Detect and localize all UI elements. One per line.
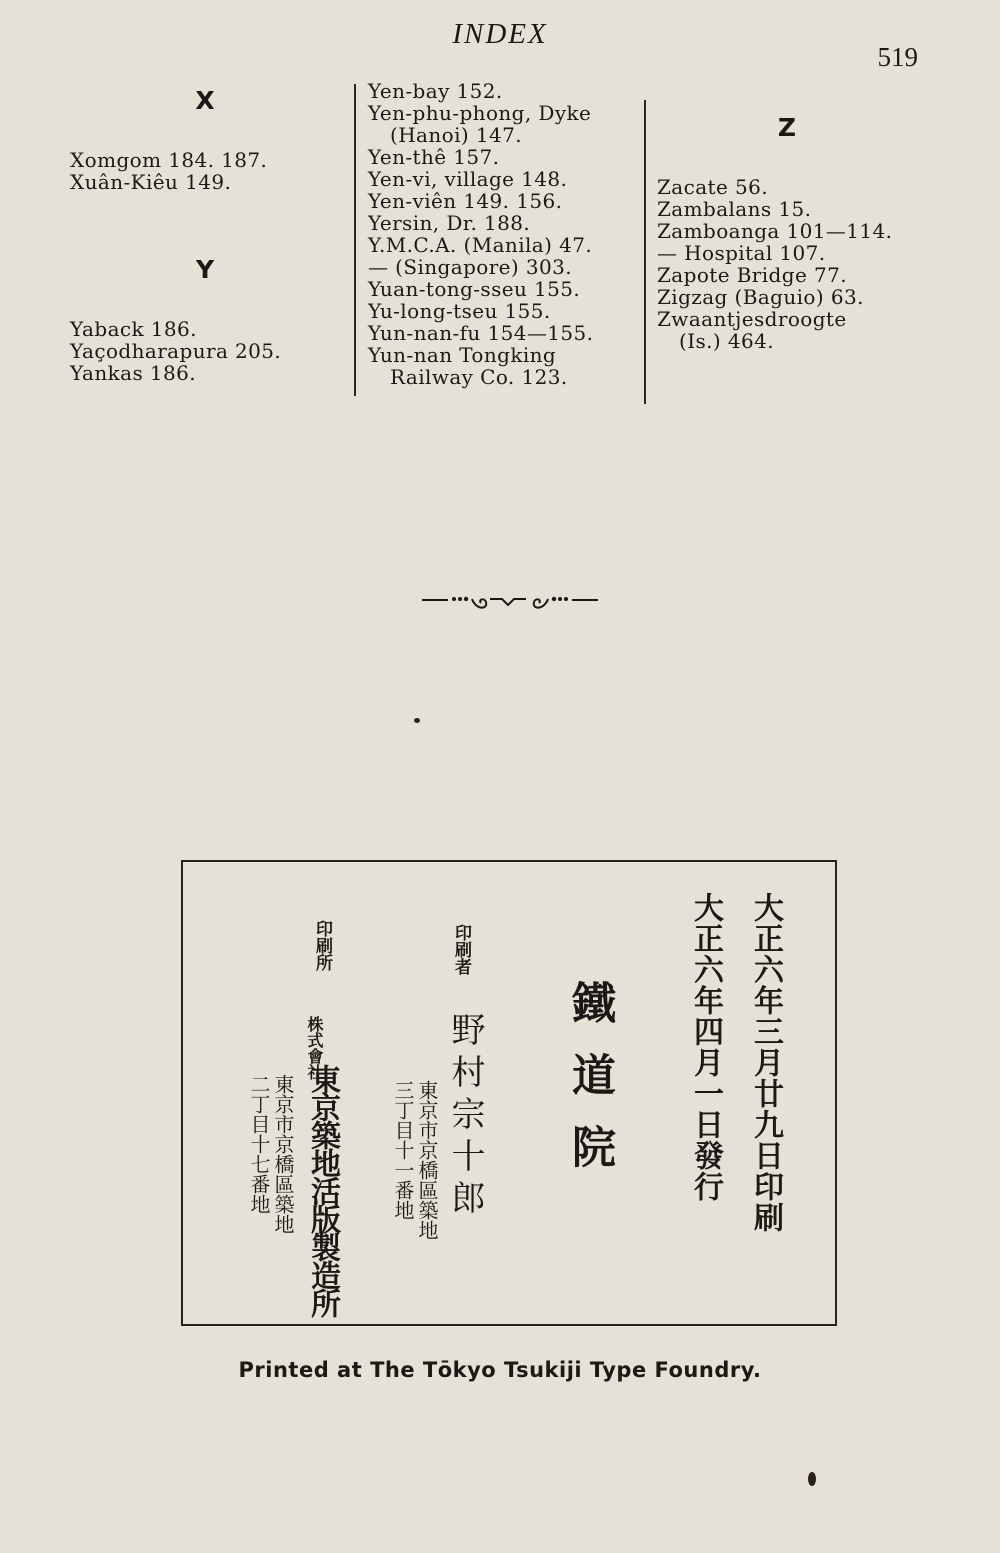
index-column-2: [368, 80, 638, 388]
index-entry: Zigzag (Baguio) 63.: [657, 285, 864, 309]
colophon-box: [181, 860, 837, 1326]
index-entry: Yu-long-tseu 155.: [368, 299, 551, 323]
printed-date: 大正六年三月廿九日印刷: [748, 892, 783, 1233]
ink-speck: [414, 718, 420, 723]
printer-name: 野村宗十郎: [445, 1012, 485, 1222]
index-entry-continued: (Hanoi) 147.: [390, 123, 522, 147]
index-entry: Yuan-tong-sseu 155.: [368, 277, 581, 301]
column-rule-left: [354, 84, 356, 396]
index-entry: Yen-thê 157.: [368, 145, 500, 169]
printer-label: 印刷者: [451, 924, 471, 975]
index-entry: Zamboanga 101—114.: [657, 219, 893, 243]
ornament-divider: [420, 588, 600, 618]
index-entry-continued: Railway Co. 123.: [390, 365, 568, 389]
index-entry: Yen-phu-phong, Dyke: [368, 101, 592, 125]
index-entry: Yun-nan-fu 154—155.: [368, 321, 594, 345]
printer-address-line-2: 三丁目十一番地: [391, 1080, 415, 1220]
column-rule-right: [644, 100, 646, 404]
index-column-3: [657, 113, 987, 352]
index-entry: Yen-vi, village 148.: [368, 167, 568, 191]
index-entry: Xuân-Kiêu 149.: [70, 170, 232, 194]
print-office-address-line-2: 二丁目十七番地: [247, 1074, 271, 1214]
index-entry: Yankas 186.: [70, 361, 197, 385]
index-column-1: [70, 86, 350, 384]
printer-imprint: Printed at The Tōkyo Tsukiji Type Foundry.: [238, 1358, 762, 1382]
ink-speck: [808, 1472, 816, 1486]
print-office-label: 印刷所: [312, 920, 332, 971]
index-entry: Yen-viên 149. 156.: [368, 189, 563, 213]
index-entry: Yaçodharapura 205.: [70, 339, 282, 363]
index-entry: Yersin, Dr. 188.: [368, 211, 531, 235]
section-letter-y: Y: [195, 255, 215, 284]
publisher-name: 鐵道院: [564, 980, 615, 1196]
index-entry: — Hospital 107.: [657, 241, 826, 265]
running-head: INDEX: [452, 18, 548, 50]
page-number: 519: [877, 42, 918, 72]
index-entry: Zacate 56.: [657, 175, 768, 199]
index-entry: — (Singapore) 303.: [368, 255, 572, 279]
index-entry: Yen-bay 152.: [368, 79, 503, 103]
section-letter-x: X: [195, 86, 215, 115]
index-entry: Y.M.C.A. (Manila) 47.: [368, 233, 593, 257]
index-entry: Yaback 186.: [70, 317, 197, 341]
print-office-name: 東京築地活版製造所: [305, 1064, 340, 1316]
index-entry: Zapote Bridge 77.: [657, 263, 847, 287]
index-entry: Zwaantjesdroogte: [657, 307, 847, 331]
issued-date: 大正六年四月一日發行: [688, 892, 723, 1202]
index-entry: Zambalans 15.: [657, 197, 812, 221]
index-entry: Yun-nan Tongking: [368, 343, 557, 367]
company-type: 株式會社: [305, 1016, 324, 1080]
print-office-address-line-1: 東京市京橋區築地: [271, 1074, 295, 1234]
printer-address-line-1: 東京市京橋區築地: [415, 1080, 439, 1240]
index-entry-continued: (Is.) 464.: [679, 329, 775, 353]
index-entry: Xomgom 184. 187.: [70, 148, 268, 172]
section-letter-z: Z: [777, 113, 797, 142]
